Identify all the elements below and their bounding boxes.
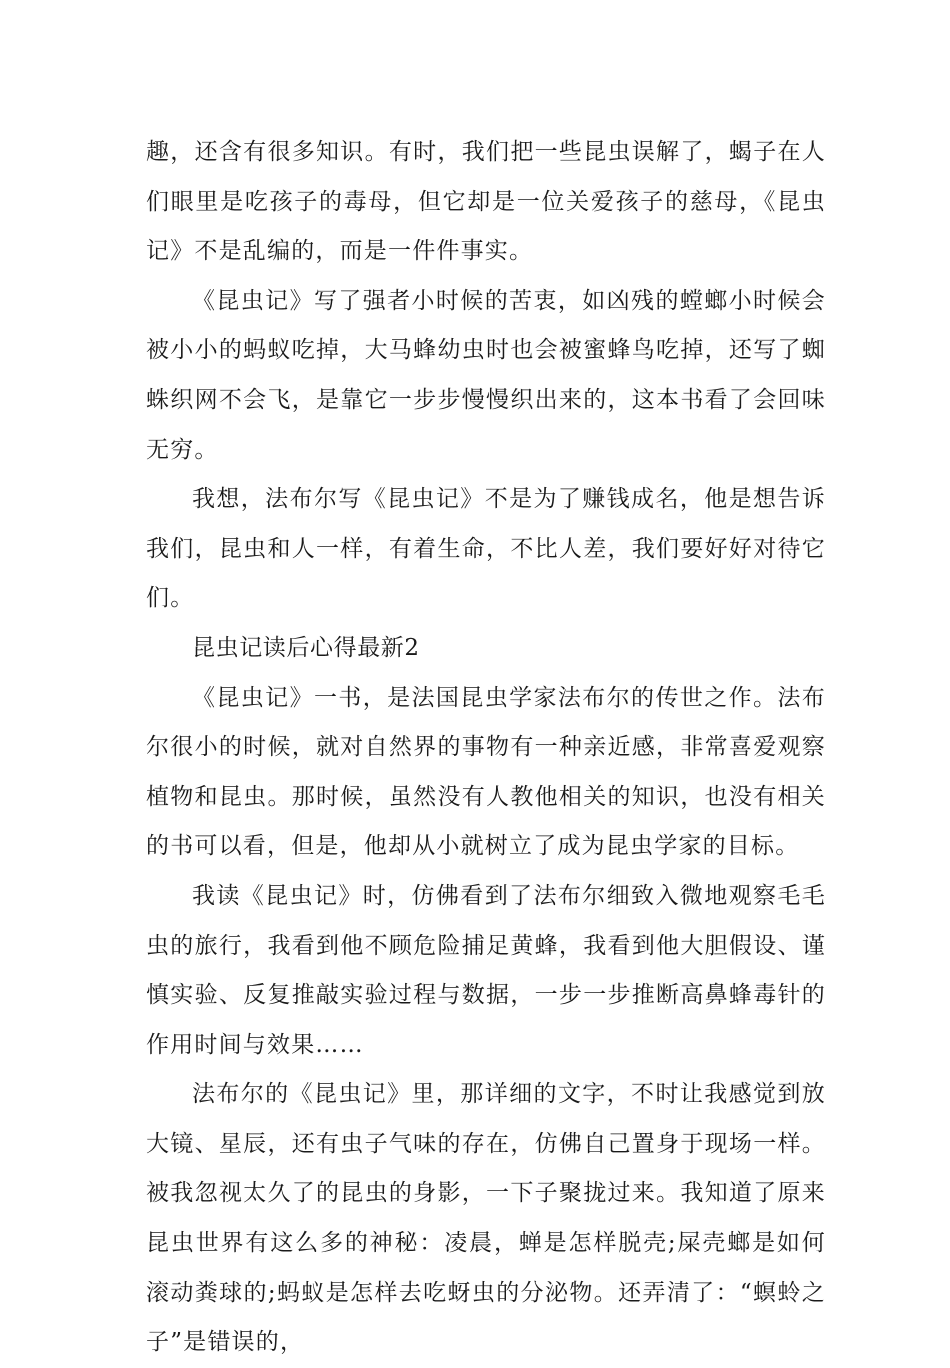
paragraph: 《昆虫记》写了强者小时候的苦衷，如凶残的螳螂小时候会被小小的蚂蚁吃掉，大马蜂幼虫时也会被蜜蜂鸟吃掉，还写了蜘蛛织网不会飞，是靠它一步步慢慢织出来的，这本书看了会回味无穷。 xyxy=(146,287,826,463)
paragraph: 法布尔的《昆虫记》里，那详细的文字，不时让我感觉到放大镜、星辰，还有虫子气味的存在，仿佛自己置身于现场一样。被我忽视太久了的昆虫的身影，一下子聚拢过来。我知道了原来昆虫世界有这么多的神秘：凌晨，蝉是怎样脱壳;屎壳螂是如何滚动粪球的;蚂蚁是怎样去吃蚜虫的分泌物。还弄清了：“螟蛉之子”是错误的， xyxy=(146,1081,826,1356)
paragraph: 我读《昆虫记》时，仿佛看到了法布尔细致入微地观察毛毛虫的旅行，我看到他不顾危险捕足黄蜂，我看到他大胆假设、谨慎实验、反复推敲实验过程与数据，一步一步推断高鼻蜂毒针的作用时间与效果…… xyxy=(146,882,826,1058)
paragraph-continuation: 趣，还含有很多知识。有时，我们把一些昆虫误解了，蝎子在人们眼里是吃孩子的毒母，但它却是一位关爱孩子的慈母，《昆虫记》不是乱编的，而是一件件事实。 xyxy=(146,139,826,265)
section-heading: 昆虫记读后心得最新2 xyxy=(192,634,420,661)
document-body xyxy=(146,128,826,1368)
paragraph: 我想，法布尔写《昆虫记》不是为了赚钱成名，他是想告诉我们，昆虫和人一样，有着生命，不比人差，我们要好好对待它们。 xyxy=(146,486,826,612)
paragraph: 《昆虫记》一书，是法国昆虫学家法布尔的传世之作。法布尔很小的时候，就对自然界的事物有一种亲近感，非常喜爱观察植物和昆虫。那时候，虽然没有人教他相关的知识，也没有相关的书可以看，但是，他却从小就树立了成为昆虫学家的目标。 xyxy=(146,684,826,860)
